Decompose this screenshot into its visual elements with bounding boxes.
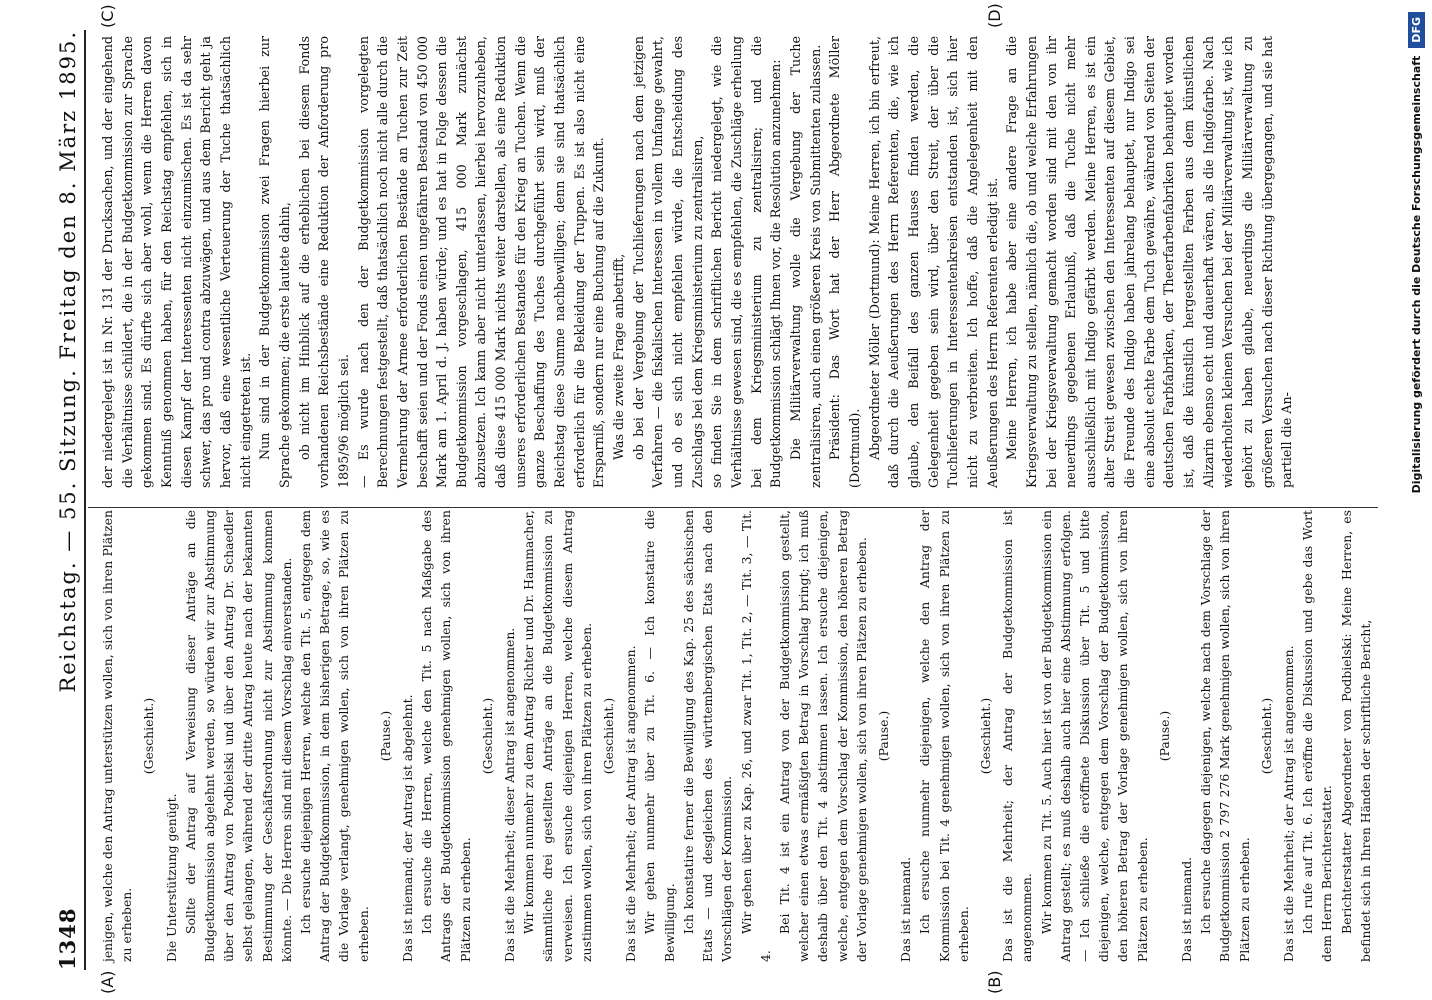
left-column-paragraph: Das ist niemand. <box>898 856 914 962</box>
left-column-paragraph: Das ist die Mehrheit; dieser Antrag ist angenommen. <box>502 627 518 962</box>
left-column-paragraph: Ich ersuche die Herren, welche den Tit. 5 nach Maßgabe des Antrags der Budgetkommission genehmigen wollen, sich von ihren Plätzen zu erheben. <box>419 510 473 962</box>
right-column-paragraph: Was die zweite Frage anbetrifft, <box>611 253 627 460</box>
page-number: 1348 <box>55 907 80 970</box>
left-text-column <box>98 510 1375 962</box>
right-column-paragraph: so finden Sie in dem schriftlichen Bericht niedergelegt, wie die Verhältnisse gewesen sind, die es empfehlen, die Zuschläge erheilung bei dem Kriegsministerium zu zentralisiren; und die Budgetkommission schlägt Ihnen vor, die Resolution anzunehmen: <box>709 36 784 488</box>
right-column-paragraph: ob nicht im Hinblick auf die erheblichen bei diesem Fonds vorhandenen Reichsbestände eine Reduktion der Anforderung pro 1895/96 möglich sei. <box>296 36 351 488</box>
right-column-paragraph: ob bei der Vergebung der Tuchlieferungen nach dem jetzigen Verfahren — die fiskalischen Interessen in vollem Umfange gewahrt, und ob es sich nicht empfehlen würde, die Entscheidung des Zuschlags bei dem Kriegsministerium zu zentralisiren, <box>630 36 705 488</box>
left-column-paragraph: (Geschieht.) <box>977 697 993 775</box>
left-column-paragraph: Sollte der Antrag auf Verweisung dieser Anträge an die Budgetkommission abgelehnt werden, so würden wir zur Abstimmung über den Antrag von Podbielski und über den Antrag Dr. Schaedler selbst gelangen, während der dritte Antrag heute nach der bekannten Bestimmung der Geschäftsordnung nicht zur Abstimmung kommen könnte. — Die Herren sind mit diesem Vorschlag einverstanden. <box>182 510 294 962</box>
left-column-paragraph: (Geschieht.) <box>601 697 617 775</box>
right-column-paragraph: Die Militärverwaltung wolle die Vergebung der Tuche zentralisiren, auch einen größeren Kreis von Submittenten zulassen. <box>787 36 823 488</box>
left-column-paragraph: (Pause.) <box>1156 710 1172 762</box>
margin-marker-c: (C) <box>98 4 117 28</box>
left-column-paragraph: Das ist niemand. <box>1178 856 1194 962</box>
column-divider <box>88 507 1378 508</box>
left-column-paragraph: (Geschieht.) <box>141 697 157 775</box>
left-column-paragraph: Wir kommen nunmehr zu dem Antrag Richter und Dr. Hammacher, sämmtliche drei gestellten Anträge an die Budgetkommission zu verweisen. Ich ersuche diejenigen Herren, welche diesem Antrag zustimmen wollen, sich von ihren Plätzen zu erheben. <box>521 510 594 962</box>
left-column-paragraph: Wir gehen nunmehr über zu Tit. 6. — Ich konstatire die Bewilligung. <box>642 510 677 962</box>
left-column-paragraph: Ich rufe auf Tit. 6. Ich eröffne die Diskussion und gebe das Wort dem Herrn Berichterstatter. <box>1300 510 1335 962</box>
right-column-paragraph: Präsident: Das Wort hat der Herr Abgeordnete Möller (Dortmund). <box>827 36 862 488</box>
left-column-paragraph: Das ist die Mehrheit; der Antrag ist angenommen. <box>1280 645 1296 962</box>
left-column-paragraph: Berichterstatter Abgeordneter von Podbielski: Meine Herren, es befindet sich in Ihren Händen der schriftliche Bericht, <box>1338 510 1373 962</box>
right-column-paragraph: Nun sind in der Budgetkommission zwei Fragen hierbei zur Sprache gekommen; die erste lautete dahin, <box>257 36 292 488</box>
margin-marker-b: (B) <box>985 970 1004 994</box>
left-column-paragraph: Die Unterstützung genügt. <box>163 793 179 962</box>
left-column-paragraph: (Pause.) <box>377 710 393 762</box>
left-column-paragraph: Das ist niemand; der Antrag ist abgelehnt. <box>400 694 416 962</box>
left-column-paragraph: Das ist die Mehrheit; der Antrag der Budgetkommission ist angenommen. <box>1000 510 1035 962</box>
left-column-paragraph: (Geschieht.) <box>479 697 495 775</box>
left-column-paragraph: (Geschieht.) <box>1258 697 1274 775</box>
left-column-paragraph: Bei Tit. 4 ist ein Antrag von der Budgetkommission gestellt, welcher einen etwas ermäßigten Betrag in Vorschlag bringt; ich muß deshalb über den Tit. 4 abstimmen lassen. Ich ersuche diejenigen, welche, entgegen dem Vorschlag der Kommission, den höheren Betrag der Vorlage genehmigen wollen, sich von ihren Plätzen zu erheben. <box>776 510 869 962</box>
page-title: Reichstag. — 55. Sitzung. Freitag den 8. März 1895. <box>56 30 80 693</box>
right-column-paragraph: der niedergelegt ist in Nr. 131 der Drucksachen, und der eingehend die Verhältnisse schildert, die in der Budgetkommission zur Sprache gekommen sind. Es dürfte sich aber wohl, wenn die Herren davon Kenntniß genommen haben, für den Reichstag empfehlen, sich in diesen Kampf der Interessenten nicht einzumischen. Es ist da sehr schwer, das pro und contra abzuwägen, und aus dem Bericht geht ja hervor, daß eine wesentliche Verteuerung der Tuche thatsächlich nicht eingetreten ist. <box>100 36 253 488</box>
margin-marker-a: (A) <box>98 970 117 994</box>
margin-marker-d: (D) <box>985 3 1004 28</box>
credit-text: Digitalisierung gefördert durch die Deutsche Forschungsgemeinschaft <box>1409 55 1423 494</box>
dfg-logo: DFG <box>1408 12 1425 48</box>
digitization-credit <box>1402 0 1430 1000</box>
left-column-paragraph: Wir gehen über zu Kap. 26, und zwar Tit. 1, Tit. 2, — Tit. 3, — Tit. 4. <box>738 510 773 962</box>
page-header <box>40 30 86 970</box>
right-text-column <box>98 36 1297 488</box>
left-column-paragraph: jenigen, welche den Antrag unterstützen wollen, sich von ihren Plätzen zu erheben. <box>100 510 135 962</box>
left-column-paragraph: Ich ersuche diejenigen Herren, welche den Tit. 5, entgegen dem Antrag der Budgetkommission, in dem bisherigen Betrage, so, wie es die Vorlage verlangt, genehmigen wollen, sich von ihren Plätzen zu erheben. <box>298 510 371 962</box>
left-column-paragraph: Das ist die Mehrheit; der Antrag ist angenommen. <box>623 645 639 962</box>
left-column-paragraph: (Pause.) <box>875 710 891 762</box>
right-column-paragraph: Meine Herren, ich habe aber eine andere Frage an die Kriegsverwaltung zu stellen, nämlich die, ob und welche Erfahrungen bei der Kriegsverwaltung gemacht worden sind mit den von ihr neuerdings gegebenen Erlaubniß, daß die Tuche nicht mehr ausschließlich mit Indigo gefärbt werden. Meine Herren, es ist ein alter Streit gewesen zwischen den Interessenten auf diesem Gebiet, die Freunde des Indigo haben jahrelang behauptet, nur Indigo sei eine absolut echte Farbe dem Tuch gewähre, während von Seiten der deutschen Farbfabriken, der Theerfarbenfabriken behauptet worden ist, daß die künstlich hergestellten Farben aus dem künstlichen Alizarin ebenso echt und dauerhaft wären, als die Indigofarbe. Nach wiederholten kleinen Versuchen bei der Militärverwaltung ist, wie ich gehört zu haben glaube, neuerdings die Militärverwaltung zu größeren Versuchen nach dieser Richtung übergegangen, und sie hat partiell die An- <box>1004 36 1295 488</box>
left-column-paragraph: Wir kommen zu Tit. 5. Auch hier ist von der Budgetkommission ein Antrag gestellt; es muß deshalb auch hier eine Abstimmung erfolgen. — Ich schließe die eröffnete Diskussion über Tit. 5 und bitte diejenigen, welche, entgegen dem Vorschlag der Budgetkommission, den höheren Betrag der Vorlage genehmigen wollen, sich von ihren Plätzen zu erheben. <box>1038 510 1150 962</box>
left-column-paragraph: Ich ersuche nunmehr diejenigen, welche den Antrag der Kommission bei Tit. 4 genehmigen wollen, sich von ihren Plätzen zu erheben. <box>917 510 971 962</box>
left-column-paragraph: Ich konstatire ferner die Bewilligung des Kap. 25 des sächsischen Etats — und desgleichen des württembergischen Etats nach den Vorschlägen der Kommission. <box>680 510 735 962</box>
right-column-paragraph: Abgeordneter Möller (Dortmund): Meine Herren, ich bin erfreut, daß durch die Aeußerungen des Herrn Referenten, die, wie ich glaube, den Beifall des ganzen Hauses finden werden, die Gelegenheit gegeben sein wird, über den Streit, der über die Tuchlieferungen in Interessentenkreisen entstanden ist, sich hier nicht zu verbreiten. Ich hoffe, daß die Angelegenheit mit den Aeußerungen des Herrn Referenten erledigt ist. <box>866 36 1000 488</box>
left-column-paragraph: Ich ersuche dagegen diejenigen, welche nach dem Vorschlage der Budgetkommission 2 797 276 Mark genehmigen wollen, sich von ihren Plätzen zu erheben. <box>1198 510 1252 962</box>
right-column-paragraph: — Es wurde nach den der Budgetkommission vorgelegten Berechnungen festgestellt, daß thatsächlich noch nicht alle durch die Vermehrung der Armee erforderlichen Bestände an Tuchen zur Zeit beschafft seien und der Fonds einen ungefähren Bestand von 450 000 Mark am 1. April d. J. haben würde; und es hat in Folge dessen die Budgetkommission vorgeschlagen, 415 000 Mark zunächst abzusetzen. Ich kann aber nicht unterlassen, hierbei hervorzuheben, daß diese 415 000 Mark nichts weiter darstellen, als eine Reduktion unseres erforderlichen Bestandes für den Krieg an Tuchen. Wenn die ganze Beschaffung des Tuches durchgeführt sein wird, muß der Reichstag diese Summe nachbewilligen; denn sie sind thatsächlich erforderlich für die Bekleidung der Truppen. Es ist also nicht eine Ersparniß, sondern nur eine Buchung auf die Zukunft. <box>355 36 607 488</box>
